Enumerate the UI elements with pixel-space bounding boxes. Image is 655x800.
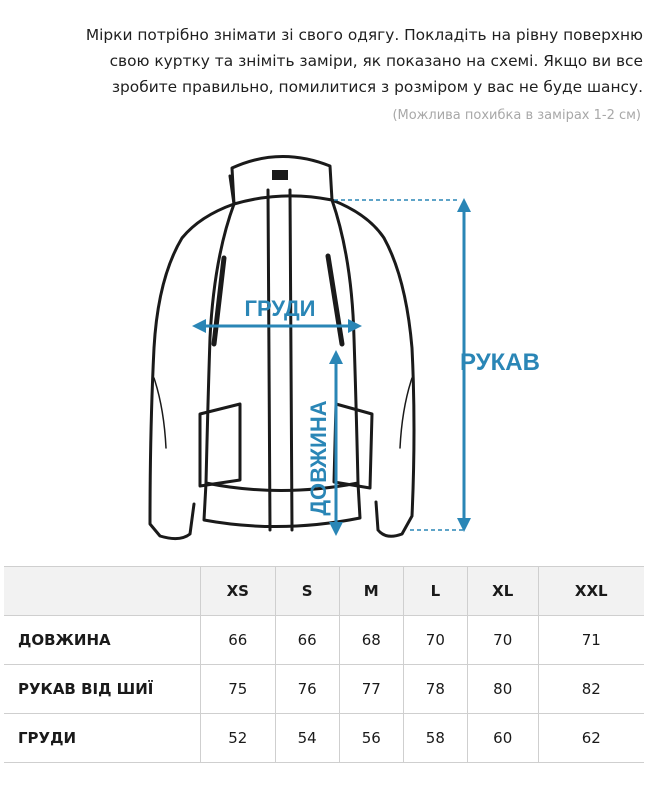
instructions-text	[33, 22, 643, 100]
table-cell: 62	[538, 714, 644, 763]
size-header: L	[403, 567, 467, 616]
table-row-length	[4, 616, 644, 665]
table-row-sleeve	[4, 665, 644, 714]
jacket-outline	[150, 156, 414, 538]
error-margin-note: (Можлива похибка в замірах 1-2 см)	[392, 108, 641, 123]
table-cell: 80	[467, 665, 538, 714]
table-cell: 60	[467, 714, 538, 763]
table-cell: 82	[538, 665, 644, 714]
table-cell: 76	[275, 665, 339, 714]
table-cell: 70	[403, 616, 467, 665]
chest-label: ГРУДИ	[244, 296, 316, 321]
size-header: XL	[467, 567, 538, 616]
table-cell: 78	[403, 665, 467, 714]
size-header: XS	[201, 567, 276, 616]
table-cell: 54	[275, 714, 339, 763]
table-cell: 58	[403, 714, 467, 763]
instructions-line: зробите правильно, помилитися з розміром у вас не буде шансу.	[111, 78, 643, 96]
row-label: ДОВЖИНА	[4, 616, 201, 665]
length-label: ДОВЖИНА	[306, 400, 331, 516]
table-cell: 75	[201, 665, 276, 714]
instructions-line: свою куртку та зніміть заміри, як показано на схемі. Якщо ви все	[109, 52, 643, 70]
size-chart-table	[4, 566, 644, 763]
table-cell: 71	[538, 616, 644, 665]
table-cell: 68	[339, 616, 403, 665]
table-cell: 77	[339, 665, 403, 714]
size-header: M	[339, 567, 403, 616]
jacket-measurement-diagram	[130, 138, 540, 548]
instructions-line: Мірки потрібно знімати зі свого одягу. Покладіть на рівну поверхню	[85, 26, 643, 44]
brand-logo	[272, 170, 288, 180]
table-cell: 66	[201, 616, 276, 665]
table-cell: 52	[201, 714, 276, 763]
sleeve-label: РУКАВ	[460, 349, 540, 376]
row-label: ГРУДИ	[4, 714, 201, 763]
table-row-chest	[4, 714, 644, 763]
size-header: S	[275, 567, 339, 616]
measurement-arrows	[192, 198, 471, 536]
table-header-row	[4, 567, 644, 616]
row-label: РУКАВ ВІД ШИЇ	[4, 665, 201, 714]
table-cell: 66	[275, 616, 339, 665]
table-corner	[4, 567, 201, 616]
table-cell: 70	[467, 616, 538, 665]
size-header: XXL	[538, 567, 644, 616]
table-cell: 56	[339, 714, 403, 763]
